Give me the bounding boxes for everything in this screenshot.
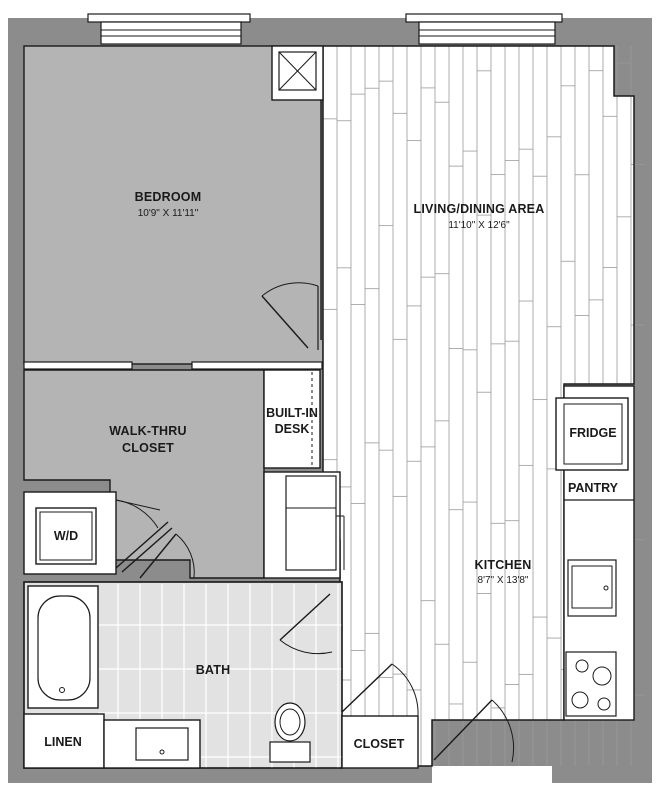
kitchen-name: KITCHEN [474, 558, 532, 572]
desk-label-2: DESK [274, 422, 310, 436]
cooktop [566, 652, 616, 716]
bedroom-name: BEDROOM [134, 190, 202, 204]
bedroom-dimensions: 10'9" X 11'11" [137, 208, 199, 219]
walkthru-name-1: WALK-THRU [109, 424, 187, 438]
fridge-label: FRIDGE [569, 426, 617, 440]
entry-cabinet [264, 472, 344, 578]
desk-label-1: BUILT-IN [266, 406, 318, 420]
bathtub [28, 586, 98, 708]
kitchen-sink [568, 560, 616, 616]
vanity [104, 720, 200, 768]
shaft-box [272, 46, 323, 100]
pantry-label: PANTRY [568, 481, 618, 495]
living-name: LIVING/DINING AREA [413, 202, 545, 216]
bath-name: BATH [195, 663, 231, 677]
walkthru-name-2: CLOSET [122, 441, 174, 455]
linen-label: LINEN [44, 735, 82, 749]
kitchen-dimensions: 8'7" X 13'8" [477, 575, 529, 586]
closet-label: CLOSET [353, 737, 405, 751]
living-dimensions: 11'10" X 12'6" [448, 220, 510, 231]
wd-label: W/D [53, 529, 79, 543]
